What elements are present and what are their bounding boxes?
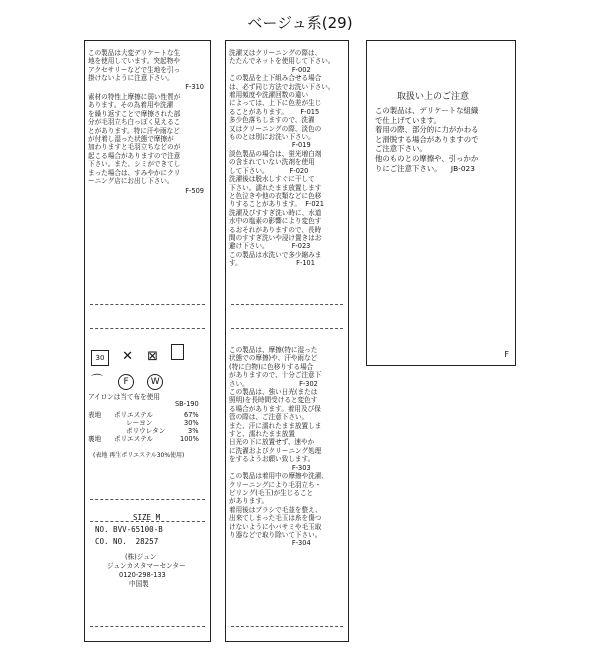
wash-30-icon: 30 [91, 350, 109, 366]
fold-line [231, 328, 343, 329]
fabric-material: ポリエステル [114, 411, 153, 419]
label1-paragraph-1: この製品は大変デリケートな生 地を使用しています。突起物や アクセサリーなどで生地を引っ 掛けないように注意下さい。 [88, 49, 181, 83]
label3-heading: 取扱い上のご注意 [397, 92, 470, 102]
page-title: ベージュ系(29) [247, 14, 353, 32]
fold-line [90, 304, 205, 305]
fabric-material: レーヨン [126, 419, 153, 427]
fabric-pct: 100% [180, 435, 199, 443]
line-dry-icon [171, 344, 184, 360]
care-label-1 [84, 40, 211, 642]
wet-clean-w-icon: W [147, 374, 163, 390]
iron-code: SB-190 [175, 400, 199, 408]
phone-number: 0120-298-133 [119, 571, 166, 579]
fabric-part: 裏地 [88, 435, 102, 443]
iron-note: アイロンは当て布を使用 [88, 393, 160, 401]
label2-notes-top: 洗濯又はクリーニングの際は、 たたんでネットを使用して下さい。 F-002 この製品を上下組み合せる場合 は、必ず同じ方法でお洗い下さい。 着用頻度や洗濯回数の違い によっては、上下に色差が生じ ることがあります。 F-015 多少色落ちしますので、洗濯 又はクリーニングの際、淡色の ものとは別にお洗い下さい。 F-019 淡色製品の場合は、蛍光増白剤 の含まれていない洗剤を使用 して下さい。 F-020 洗濯後は脱水しすぐに干して 下さい。濡れたまま放置します と色泣きや他の衣類などに色移 りすることがあります。 F-021 洗濯及びすすぎ洗い時に、水道 水中の塩素の影響により変色す るおそれがありますので、長時 間のすすぎ洗いや浸け置きはお 避け下さい。 F-023 この製品は水洗いで多少縮みま す。 F-101 [229, 49, 335, 268]
fold-line [90, 626, 205, 627]
fabric-pct: 67% [184, 411, 199, 419]
label1-paragraph-2: 素材の特性上摩擦に弱い性質が あります。その為着用や洗濯 を繰り返すことで摩擦された部 分が毛羽立ち白っぽく見えるこ とがあります。特に汗や雨など が付着し湿った状態で摩擦が 加わりますと毛羽立ちなどのが 起こる場合がありますので注意 下さい。また、シミができてし まった場合は、すみやかにクリ ーニング店にお出し下さい。 [88, 93, 181, 186]
label1-code-2: F-509 [185, 187, 204, 195]
fold-line [231, 304, 343, 305]
iron-icon: ⌒ [91, 373, 104, 387]
size: SIZE M [133, 513, 161, 522]
fold-line [231, 626, 343, 627]
no-tumble-dry-icon: ⊠ [147, 349, 158, 364]
label3-body: この製品は、デリケートな組織 で仕上げています。 着用の際、部分的に力がかわる と滑脱する場合がありますので ご注意下さい。 他のものとの摩擦や、引っかか りにご注意下さい。 JB-023 [375, 106, 479, 173]
fabric-part: 表地 [88, 411, 102, 419]
care-symbols-row-1 [91, 344, 201, 366]
care-symbols-row-2 [91, 369, 201, 390]
recycle-note: (表地 再生ポリエステル30%使用) [93, 452, 185, 459]
country-of-origin: 中国製 [129, 580, 149, 588]
dry-clean-f-icon: F [118, 374, 134, 390]
product-number: NO. BVV-65100-B [95, 525, 163, 534]
fold-line [90, 499, 205, 500]
label2-notes-bottom: この製品は、摩擦(特に湿った 状態での摩擦)や、汗や雨など (特に白物)に色移りする場合 がありますので、十分ご注意下 さい。 F-302 この製品は、強い日光(または 照明)を長時間受けると変色す る場合があります。着用及び保 管の際は、ご注意下さい。 また、汗に濡れたまま放置しま すと、濡れたまま放置 日光の下に放置せず、速やか に洗濯およびクリーニング処理 をするようお願い致します。 F-303 この製品は着用中の摩擦や洗濯、 クリーニングにより毛羽立ち・ ピリング(毛玉)が生じること があります。 着用後はブラシで毛並を整え、 出来てしまった毛玉は糸を傷つ けないように小バサミや毛玉取 り器などで取り除いて下さい。 F-304 [229, 346, 328, 548]
co-number: CO. NO. 28257 [95, 537, 159, 546]
label1-code-1: F-310 [185, 83, 204, 91]
fabric-pct: 3% [188, 427, 199, 435]
fabric-material: ポリウレタン [126, 427, 166, 435]
fold-line [90, 328, 205, 329]
customer-center: ジュンカスタマーセンター [107, 562, 186, 570]
company-name: (株)ジュン [125, 553, 157, 561]
care-label-3 [366, 40, 516, 366]
care-label-2 [225, 40, 349, 642]
fabric-pct: 30% [184, 419, 199, 427]
no-bleach-icon: ✕ [122, 349, 133, 364]
label3-mark: F [504, 350, 509, 359]
fabric-material: ポリエステル [114, 435, 153, 443]
